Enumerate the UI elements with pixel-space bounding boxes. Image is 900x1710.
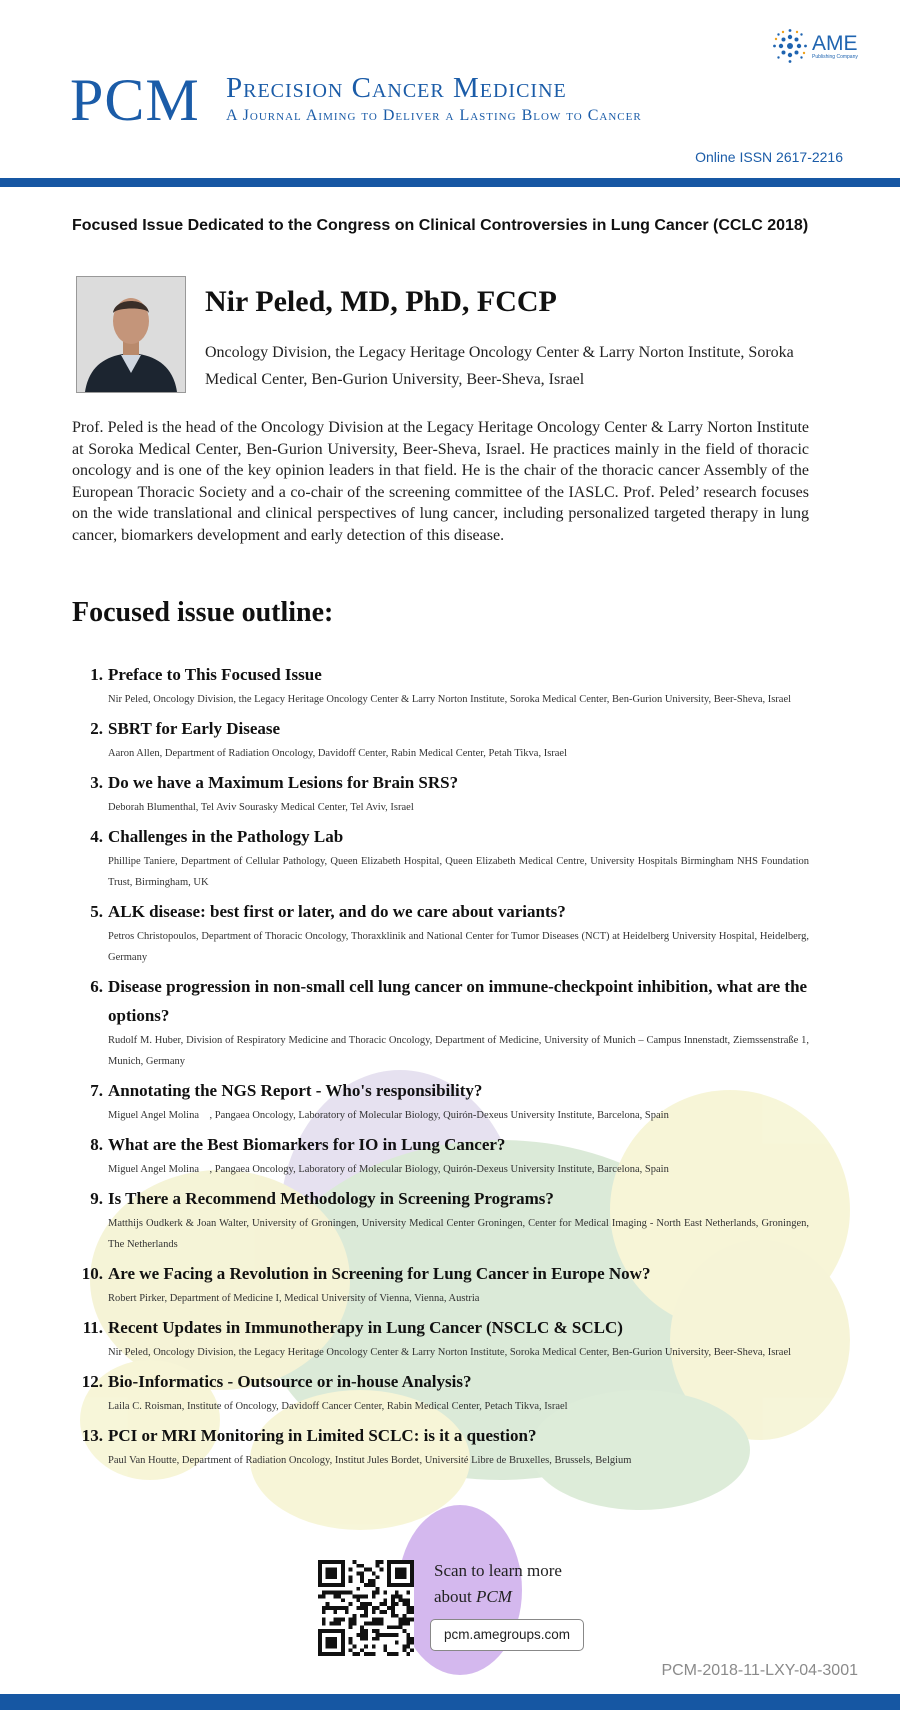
outline-item-title: ALK disease: best first or later, and do we care about variants? bbox=[108, 902, 566, 921]
footer-bar bbox=[0, 1694, 900, 1710]
outline-item bbox=[72, 1421, 809, 1471]
outline-item-number: 11. bbox=[82, 1318, 103, 1337]
outline-title: Focused issue outline: bbox=[72, 597, 334, 628]
ame-dots-icon bbox=[772, 28, 808, 64]
outline-item-title: Annotating the NGS Report - Who's responsibility? bbox=[108, 1081, 483, 1100]
header-divider-bar bbox=[0, 178, 900, 187]
outline-item-title: Bio-Informatics - Outsource or in-house Analysis? bbox=[108, 1372, 472, 1391]
online-issn: Online ISSN 2617-2216 bbox=[695, 149, 843, 165]
speaker-name: Nir Peled, MD, PhD, FCCP bbox=[205, 285, 557, 318]
outline-item-number: 10. bbox=[81, 1264, 103, 1283]
outline-item-authors: Laila C. Roisman, Institute of Oncology, Davidoff Cancer Center, Rabin Medical Center, Petach Tikva, Israel bbox=[108, 1401, 568, 1412]
outline-item-number: 13. bbox=[81, 1426, 103, 1445]
outline-item-authors: Nir Peled, Oncology Division, the Legacy Heritage Oncology Center & Larry Norton Institute, Soroka Medical Center, Ben-Gurion University, Beer-Sheva, Israel bbox=[108, 1347, 792, 1358]
journal-url-link[interactable]: pcm.amegroups.com bbox=[430, 1619, 584, 1651]
outline-item-number: 9. bbox=[90, 1189, 103, 1208]
outline-item-title: Preface to This Focused Issue bbox=[108, 665, 322, 684]
scan-prompt: Scan to learn more bbox=[434, 1561, 562, 1580]
speaker-portrait bbox=[76, 276, 186, 393]
outline-item-title: SBRT for Early Disease bbox=[108, 719, 281, 738]
outline-item bbox=[72, 1076, 809, 1126]
ame-publisher-logo bbox=[772, 28, 858, 64]
outline-item-authors: Robert Pirker, Department of Medicine I, Medical University of Vienna, Vienna, Austria bbox=[108, 1293, 480, 1304]
outline-item bbox=[72, 1313, 809, 1363]
outline-item bbox=[72, 1130, 809, 1180]
outline-item-authors: Rudolf M. Huber, Division of Respiratory Medicine and Thoracic Oncology, Department of Medicine, University of Munich – Campus Innenstadt, Ziemssenstraße 1, Munich, Germany bbox=[108, 1035, 809, 1067]
outline-item-title: Do we have a Maximum Lesions for Brain SRS? bbox=[108, 773, 459, 792]
outline-item bbox=[72, 1367, 809, 1417]
focused-issue-heading: Focused Issue Dedicated to the Congress on Clinical Controversies in Lung Cancer (CCLC 2018) bbox=[72, 217, 809, 234]
outline-item bbox=[72, 768, 809, 818]
outline-item bbox=[72, 897, 809, 968]
document-code: PCM-2018-11-LXY-04-3001 bbox=[661, 1662, 858, 1679]
journal-abbrev: PCM bbox=[476, 1587, 512, 1606]
outline-item-authors: Deborah Blumenthal, Tel Aviv Sourasky Medical Center, Tel Aviv, Israel bbox=[108, 802, 414, 813]
ame-wordmark: AME bbox=[812, 31, 858, 55]
outline-item-number: 5. bbox=[90, 902, 103, 921]
outline-item-authors: Matthijs Oudkerk & Joan Walter, University of Groningen, University Medical Center Groningen, Center for Medical Imaging - North East Netherlands, Groningen, The Netherlands bbox=[108, 1218, 809, 1250]
outline-item bbox=[72, 822, 809, 893]
outline-item-number: 6. bbox=[90, 977, 103, 996]
outline-item-title: What are the Best Biomarkers for IO in Lung Cancer? bbox=[108, 1135, 506, 1154]
outline-item-authors: Paul Van Houtte, Department of Radiation Oncology, Institut Jules Bordet, Université Libre de Bruxelles, Brussels, Belgium bbox=[108, 1455, 632, 1466]
outline-item bbox=[72, 1259, 809, 1309]
journal-tagline: A Journal Aiming to Deliver a Lasting Blow to Cancer bbox=[226, 107, 642, 124]
speaker-affiliation: Oncology Division, the Legacy Heritage Oncology Center & Larry Norton Institute, Soroka Medical Center, Ben-Gurion University, Beer-Sheva, Israel bbox=[205, 344, 794, 388]
journal-name: Precision Cancer Medicine bbox=[226, 72, 567, 104]
scan-prompt-journal: about PCM bbox=[434, 1587, 512, 1606]
outline-item bbox=[72, 714, 809, 764]
ame-subtitle: Publishing Company bbox=[812, 53, 858, 60]
speaker-bio: Prof. Peled is the head of the Oncology Division at the Legacy Heritage Oncology Center & Larry Norton Institute at Soroka Medical Center, Ben-Gurion University, Beer-Sheva, Israel. He practices mainly in the field of thoracic oncology and is one of the key opinion leaders in that field. He is the chair of the thoracic cancer Assembly of the European Thoracic Society and a co-chair of the screening committee of the IASLC. Prof. Peled’ research focuses on the wide translational and clinical perspectives of lung cancer, including personalized targeted therapy in lung cancer, biomarkers development and early detection of this disease. bbox=[72, 419, 809, 544]
outline-item-title: Challenges in the Pathology Lab bbox=[108, 827, 344, 846]
outline-item-number: 8. bbox=[90, 1135, 103, 1154]
outline-item-title: Disease progression in non-small cell lung cancer on immune-checkpoint inhibition, what are the options? bbox=[108, 977, 808, 1025]
outline-item bbox=[72, 1184, 809, 1255]
outline-item-number: 12. bbox=[81, 1372, 103, 1391]
person-photo-icon bbox=[77, 277, 185, 392]
outline-item-number: 7. bbox=[90, 1081, 103, 1100]
outline-item-authors: Nir Peled, Oncology Division, the Legacy Heritage Oncology Center & Larry Norton Institute, Soroka Medical Center, Ben-Gurion University, Beer-Sheva, Israel bbox=[108, 694, 792, 705]
outline-item-number: 3. bbox=[90, 773, 103, 792]
pcm-logo-mark: PCM bbox=[70, 67, 200, 133]
outline-item-title: Are we Facing a Revolution in Screening for Lung Cancer in Europe Now? bbox=[108, 1264, 651, 1283]
outline-item-title: PCI or MRI Monitoring in Limited SCLC: is it a question? bbox=[108, 1426, 537, 1445]
outline-item-authors: Miguel Angel Molina , Pangaea Oncology, Laboratory of Molecular Biology, Quirón-Dexeus University Institute, Barcelona, Spain bbox=[108, 1164, 669, 1175]
outline-item-number: 2. bbox=[90, 719, 103, 738]
outline-item bbox=[72, 972, 809, 1072]
outline-list bbox=[72, 660, 809, 1475]
outline-item-number: 1. bbox=[90, 665, 103, 684]
qr-code[interactable] bbox=[318, 1560, 414, 1656]
outline-item-title: Is There a Recommend Methodology in Screening Programs? bbox=[108, 1189, 554, 1208]
outline-item-authors: Phillipe Taniere, Department of Cellular Pathology, Queen Elizabeth Hospital, Queen Elizabeth Medical Centre, University Hospitals Birmingham NHS Foundation Trust, Birmingham, UK bbox=[108, 856, 809, 888]
outline-item-number: 4. bbox=[90, 827, 103, 846]
outline-item-authors: Miguel Angel Molina , Pangaea Oncology, Laboratory of Molecular Biology, Quirón-Dexeus University Institute, Barcelona, Spain bbox=[108, 1110, 669, 1121]
outline-item bbox=[72, 660, 809, 710]
outline-item-authors: Aaron Allen, Department of Radiation Oncology, Davidoff Center, Rabin Medical Center, Petah Tikva, Israel bbox=[108, 748, 568, 759]
outline-item-authors: Petros Christopoulos, Department of Thoracic Oncology, Thoraxklinik and National Center for Tumor Diseases (NCT) at Heidelberg University Hospital, Heidelberg, Germany bbox=[108, 931, 809, 963]
outline-item-title: Recent Updates in Immunotherapy in Lung Cancer (NSCLC & SCLC) bbox=[108, 1318, 623, 1337]
